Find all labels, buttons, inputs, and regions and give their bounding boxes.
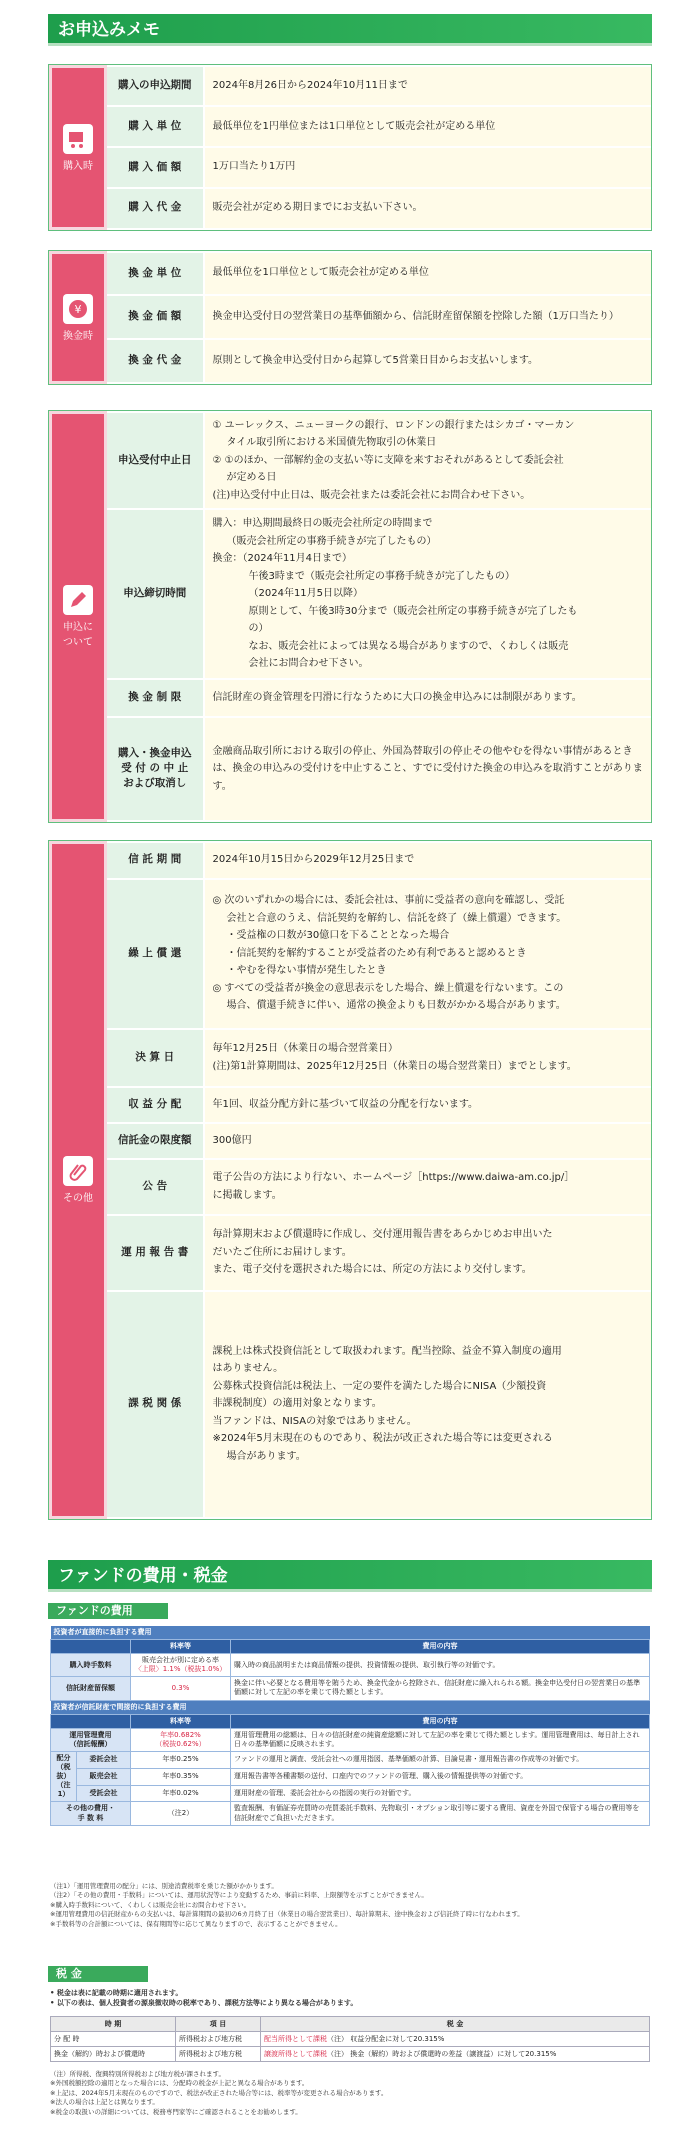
buy-fee-label: 購入時手数料: [51, 1654, 131, 1677]
trust-cap-label: 信託金の限度額: [106, 1123, 204, 1159]
distribution-label: 収 益 分 配: [106, 1087, 204, 1123]
report-label: 運 用 報 告 書: [106, 1215, 204, 1291]
purchase-period-value: 2024年8月26日から2024年10月11日まで: [204, 67, 652, 106]
redemption-section: [48, 250, 652, 385]
redemption-unit-label: 換 金 単 位: [106, 253, 204, 295]
tax-title: 税 金: [48, 1966, 148, 1982]
svg-text:¥: ¥: [74, 302, 82, 316]
purchase-unit-label: 購 入 単 位: [106, 106, 204, 147]
mgmt-fee-content: 運用管理費用の総額は、日々の信託財産の純資産総額に対して左記の率を乗じて得た額とします。運用管理費用は、毎日計上され日々の基準価額に反映されます。: [231, 1728, 650, 1751]
cart-icon: [63, 124, 93, 154]
other-fee-content: 監査報酬、有価証券売買時の売買委託手数料、先物取引・オプション取引等に要する費用、資産を外国で保管する場合の費用等を信託財産でご負担いただきます。: [231, 1802, 650, 1825]
fee-table: 投資者が直接的に負担する費用 料率等 費用の内容 購入時手数料 販売会社が別に定める率 〈上限〉1.1%（税抜1.0%） 購入時の商品説明または商品情報の提供、投資情報の提供、取引執行等の対価です。 信託財産留保額 0.3% 換金に伴い必要となる費用等を賄うため、換金代金から控除され、信託財産に繰入れられる額。換金申込受付日の翌営業日の基準価額に対して左記の率を乗じて得た額とします。 投資者が信託財産で間接的に負担する費用 料率等 費用の内容 運用管理費用 （信託報酬） 年率0.682% （税抜0.62%） 運用管理費用の総額は、日々の信託財産の純資産総額に対して左記の率を乗じて得た額とします。運用管理費用は、毎日計上され日々の基準価額に反映されます。 配分（税抜）（注1） 委託会社 年率0.25% ファンドの運用と調査、受託会社への運用指図、基準価額の計算、目論見書・運用報告書の作成等の対価です。 販売会社 年率0.35% 運用報告書等各種書類の送付、口座内でのファンドの管理、購入後の情報提供等の対価です。 受託会社 年率0.02% 運用財産の管理、委託会社からの指図の実行の対価です。 その他の費用・ 手 数 料 （注2） 監査報酬、有価証券売買時の売買委託手数料、先物取引・オプション取引等に要する費用、資産を外国で保管する場合の費用等を信託財産でご負担いただきます。: [50, 1626, 650, 1826]
report-value: 毎計算期末および償還時に作成し、交付運用報告書をあらかじめお申出いた だいたご住所にお届けします。 また、電子交付を選択された場合には、所定の方法により交付します。: [204, 1215, 652, 1291]
redemption-limit-label: 換 金 制 限: [106, 679, 204, 717]
alloc-name: 委託会社: [77, 1751, 131, 1768]
redemption-price-label: 換 金 価 額: [106, 295, 204, 339]
application-section: [48, 410, 652, 823]
other-fee-rate: （注2）: [131, 1802, 231, 1825]
public-notice-label: 公 告: [106, 1159, 204, 1215]
settlement-value: 毎年12月25日（休業日の場合翌営業日） (注)第1計算期間は、2025年12月25日（休業日の場合翌営業日）までとします。: [204, 1029, 652, 1087]
trust-period-value: 2024年10月15日から2029年12月25日まで: [204, 843, 652, 879]
memo-title: お申込みメモ: [48, 14, 652, 46]
public-notice-value: 電子公告の方法により行ない、ホームページ［https://www.daiwa-am.co.jp/］ に掲載します。: [204, 1159, 652, 1215]
purchase-category: 購入時: [51, 67, 106, 229]
buy-fee-rate: 販売会社が別に定める率 〈上限〉1.1%（税抜1.0%）: [131, 1654, 231, 1677]
indirect-band: 投資者が信託財産で間接的に負担する費用: [51, 1700, 650, 1714]
redemption-price-value: 換金申込受付日の翌営業日の基準価額から、信託財産留保額を控除した額（1万口当たり）: [204, 295, 652, 339]
early-redemption-value: ◎ 次のいずれかの場合には、委託会社は、事前に受益者の意向を確認し、受託 会社と合意のうえ、信託契約を解約し、信託を終了（繰上償還）できます。 ・受益権の口数が30億口を下ることとなった場合 ・信託契約を解約することが受益者のため有利であると認めるとき ・やむを得ない事情が発生したとき ◎ すべての受益者が換金の意思表示をした場合、繰上償還を行ないます。この 場合、償還手続きに伴い、通常の換金よりも日数がかかる場合があります。: [204, 879, 652, 1029]
redemption-payment-label: 換 金 代 金: [106, 339, 204, 383]
trust-period-label: 信 託 期 間: [106, 843, 204, 879]
alloc-rate: 年率0.35%: [131, 1768, 231, 1785]
cancel-label: 購入・換金申込 受 付 の 中 止 および取消し: [106, 717, 204, 821]
buy-fee-content: 購入時の商品説明または商品情報の提供、投資情報の提供、取引執行等の対価です。: [231, 1654, 650, 1677]
tax-table: 時 期 項 目 税 金 分 配 時 所得税および地方税 配当所得として課税（注） 収益分配金に対して20.315% 換金（解約）時および償還時 所得税および地方税 譲渡所得として課税（注） 換金（解約）時および償還時の差益（譲渡益）に対して20.315%: [50, 2016, 650, 2062]
direct-band: 投資者が直接的に負担する費用: [51, 1626, 650, 1640]
redemption-payment-value: 原則として換金申込受付日から起算して5営業日目からお支払いします。: [204, 339, 652, 383]
mgmt-fee-label: 運用管理費用 （信託報酬）: [51, 1728, 131, 1751]
reserve-rate: 0.3%: [131, 1677, 231, 1700]
cutoff-time-value: 購入：申込期間最終日の販売会社所定の時間まで （販売会社所定の事務手続きが完了したもの） 換金：（2024年11月4日まで） 午後3時まで（販売会社所定の事務手続きが完了したもの） （2024年11月5日以降） 原則として、午後3時30分まで（販売会社所定の事務手続きが完了したも の） なお、販売会社によっては異なる場合がありますので、くわしくは販売 会社にお問合わせ下さい。: [204, 509, 652, 679]
alloc-rate: 年率0.02%: [131, 1785, 231, 1802]
alloc-name: 販売会社: [77, 1768, 131, 1785]
cancel-value: 金融商品取引所における取引の停止、外国為替取引の停止その他やむを得ない事情があるときは、換金の申込みの受付けを中止すること、すでに受付けた換金の申込みを取消すことがあります。: [204, 717, 652, 821]
early-redemption-label: 繰 上 償 還: [106, 879, 204, 1029]
stop-date-label: 申込受付中止日: [106, 413, 204, 510]
stop-date-value: ① ユーレックス、ニューヨークの銀行、ロンドンの銀行またはシカゴ・マーカン タイル取引所における米国債先物取引の休業日 ② ①のほか、一部解約金の支払い等に支障を来すおそれがあるとして委託会社 が定める日 (注)申込受付中止日は、販売会社または委託会社にお問合わせ下さい。: [204, 413, 652, 510]
purchase-unit-value: 最低単位を1円単位または1口単位として販売会社が定める単位: [204, 106, 652, 147]
redemption-limit-value: 信託財産の資金管理を円滑に行なうために大口の換金申込みには制限があります。: [204, 679, 652, 717]
fees-title: ファンドの費用・税金: [48, 1560, 652, 1592]
purchase-payment-value: 販売会社が定める期日までにお支払い下さい。: [204, 188, 652, 229]
alloc-rate: 年率0.25%: [131, 1751, 231, 1768]
distribution-value: 年1回、収益分配方針に基づいて収益の分配を行ないます。: [204, 1087, 652, 1123]
application-category: 申込に ついて: [51, 413, 106, 821]
alloc-name: 受託会社: [77, 1785, 131, 1802]
alloc-content: 運用報告書等各種書類の送付、口座内でのファンドの管理、購入後の情報提供等の対価です。: [231, 1768, 650, 1785]
paperclip-icon: [63, 1156, 93, 1186]
alloc-content: ファンドの運用と調査、受託会社への運用指図、基準価額の計算、目論見書・運用報告書の作成等の対価です。: [231, 1751, 650, 1768]
other-fee-label: その他の費用・ 手 数 料: [51, 1802, 131, 1825]
purchase-price-value: 1万口当たり1万円: [204, 147, 652, 188]
col-rate: 料率等: [131, 1640, 231, 1654]
other-category: その他: [51, 843, 106, 1518]
taxation-label: 課 税 関 係: [106, 1291, 204, 1518]
trust-cap-value: 300億円: [204, 1123, 652, 1159]
tax-notes: （注）所得税、復興特別所得税および地方税が課されます。 ※外国税額控除の適用となった場合には、分配時の税金が上記と異なる場合があります。 ※上記は、2024年5月末現在のものですので、税法が改正された場合等には、税率等が変更される場合があります。 ※法人の場合は上記とは異なります。 ※税金の取扱いの詳細については、税務専門家等にご確認されることをお勧めします。: [50, 2070, 388, 2116]
reserve-content: 換金に伴い必要となる費用等を賄うため、換金代金から控除され、信託財産に繰入れられる額。換金申込受付日の翌営業日の基準価額に対して左記の率を乗じて得た額とします。: [231, 1677, 650, 1700]
alloc-content: 運用財産の管理、委託会社からの指図の実行の対価です。: [231, 1785, 650, 1802]
taxation-value: 課税上は株式投資信託として取扱われます。配当控除、益金不算入制度の適用 はありません。 公募株式投資信託は税法上、一定の要件を満たした場合にNISA（少額投資 非課税制度）の適用対象となります。 当ファンドは、NISAの対象ではありません。 ※2024年5月末現在のものであり、税法が改正された場合等には変更される 場合があります。: [204, 1291, 652, 1518]
fee-notes: （注1）「運用管理費用の配分」には、別途消費税率を乗じた額がかかります。 （注2）「その他の費用・手数料」については、運用状況等により変動するため、事前に料率、上限額等を示すことができません。 ※購入時手数料について、くわしくは販売会社にお問合わせ下さい。 ※運用管理費用の信託財産からの支払いは、毎計算期間の最初の6カ月終了日（休業日の場合翌営業日）、毎計算期末、途中換金および信託終了時に行なわれます。 ※手数料等の合計額については、保有期間等に応じて異なりますので、表示することができません。: [50, 1882, 524, 1928]
mgmt-fee-rate: 年率0.682% （税抜0.62%）: [131, 1728, 231, 1751]
tax-row: 換金（解約）時および償還時 所得税および地方税 譲渡所得として課税（注） 換金（解約）時および償還時の差益（譲渡益）に対して20.315%: [51, 2047, 650, 2062]
settlement-label: 決 算 日: [106, 1029, 204, 1087]
redemption-category: ¥ 換金時: [51, 253, 106, 383]
purchase-period-label: 購入の申込期間: [106, 67, 204, 106]
pen-icon: [63, 585, 93, 615]
purchase-section: [48, 64, 652, 231]
fees-subtitle: ファンドの費用: [48, 1603, 168, 1619]
tax-bullets: • 税金は表に記載の時期に適用されます。 • 以下の表は、個人投資者の源泉徴収時の税率であり、課税方法等により異なる場合があります。: [50, 1989, 358, 2008]
alloc-label: 配分（税抜）（注1）: [51, 1751, 77, 1801]
tax-row: 分 配 時 所得税および地方税 配当所得として課税（注） 収益分配金に対して20.315%: [51, 2032, 650, 2047]
other-section: [48, 840, 652, 1520]
redemption-unit-value: 最低単位を1口単位として販売会社が定める単位: [204, 253, 652, 295]
reserve-label: 信託財産留保額: [51, 1677, 131, 1700]
cutoff-time-label: 申込締切時間: [106, 509, 204, 679]
yen-icon: [63, 294, 93, 324]
col-content: 費用の内容: [231, 1640, 650, 1654]
purchase-payment-label: 購 入 代 金: [106, 188, 204, 229]
purchase-price-label: 購 入 価 額: [106, 147, 204, 188]
